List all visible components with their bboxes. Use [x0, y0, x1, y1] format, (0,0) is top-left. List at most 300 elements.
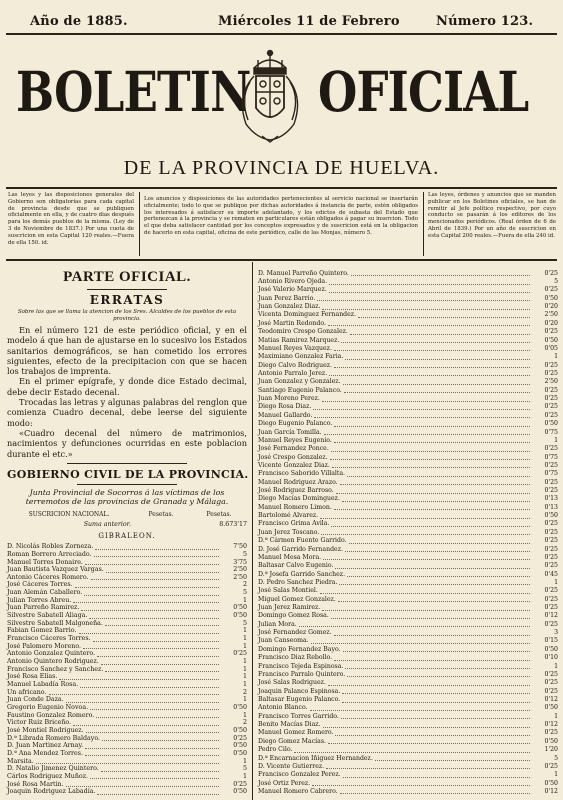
donation-amount: 0'25 [544, 411, 558, 419]
donor-name: Manuel Romero Cabrero. [258, 787, 338, 795]
leader-dots [105, 666, 219, 672]
donor-name: Juan Gonzalez Diaz. [258, 303, 321, 311]
donor-row [7, 566, 247, 574]
donor-name: Antonio Parralo Jerez. [258, 369, 328, 377]
leader-dots [96, 712, 219, 718]
donor-name: Domingo Fernandez Bayo. [258, 645, 341, 653]
donation-amount: 0'50 [544, 420, 558, 428]
leader-dots [342, 697, 530, 703]
donor-name: Manuel Reyes Eugenio. [258, 436, 332, 444]
donor-row [258, 720, 558, 728]
leader-dots [340, 479, 530, 485]
donation-amount: 0'13 [544, 495, 558, 503]
donor-name: Roman Borrero Arreciado. [7, 550, 92, 558]
donation-amount: 5 [242, 619, 247, 627]
leader-dots [85, 750, 219, 756]
donor-row [7, 604, 247, 612]
donation-amount: 5 [242, 550, 247, 558]
donor-row [7, 742, 247, 750]
donor-row [7, 612, 247, 620]
donation-amount: 0'25 [544, 545, 558, 553]
donation-amount: 0'25 [544, 445, 558, 453]
leader-dots [321, 529, 530, 535]
donor-row [258, 771, 558, 779]
donor-row [258, 419, 558, 427]
donor-row [258, 336, 558, 344]
donor-name: Diego Rosa Diaz. [258, 403, 312, 411]
donor-row [7, 773, 247, 781]
donor-row [258, 394, 558, 402]
leader-dots [84, 590, 219, 596]
donor-row [258, 403, 558, 411]
sum-label: Suma anterior. [83, 521, 131, 529]
donor-row [258, 528, 558, 536]
leader-dots [85, 559, 219, 565]
donor-row [258, 670, 558, 678]
donor-row [258, 578, 558, 586]
donation-amount: 1 [554, 578, 558, 586]
donation-amount: 5 [554, 278, 558, 286]
leader-dots [313, 404, 530, 410]
leader-dots [89, 613, 219, 619]
donation-amount: 0'50 [544, 779, 558, 787]
leader-dots [331, 521, 530, 527]
donor-name: Manuel Gomez Romero. [258, 729, 334, 737]
donor-name: Manuel Torres Donaire. [7, 558, 83, 566]
leader-dots [66, 781, 219, 787]
donation-amount: 0'25 [544, 286, 558, 294]
donor-row [258, 662, 558, 670]
donation-amount: 2 [242, 719, 247, 727]
donor-row [258, 286, 558, 294]
leader-dots [36, 758, 219, 764]
donor-row [258, 654, 558, 662]
subscription-label: SUSCRICION NACIONAL. [28, 510, 110, 518]
donor-name: José Fernandez Ponce. [258, 445, 329, 453]
donor-row [258, 277, 558, 285]
donation-amount: 0'25 [233, 734, 247, 742]
donation-amount: 0'25 [544, 762, 558, 770]
donor-name: D.ª Encarnacion Iñiguez Hernandez. [258, 754, 373, 762]
divider [87, 289, 167, 290]
leader-dots [86, 727, 219, 733]
donation-amount: 0'20 [544, 303, 558, 311]
donation-amount: 0'12 [544, 696, 558, 703]
donor-row [258, 745, 558, 753]
donor-row [258, 461, 558, 469]
donor-name: Francisco Sanchez y Sanchez. [7, 665, 104, 673]
donor-row [7, 642, 247, 650]
donor-row [258, 328, 558, 336]
leader-dots [299, 621, 530, 627]
leader-dots [79, 628, 220, 634]
donor-name: D. Manuel Parreño Quintero. [258, 269, 349, 277]
donor-row [7, 627, 247, 635]
leader-dots [335, 563, 530, 569]
right-column [258, 269, 558, 796]
donor-row [7, 596, 247, 604]
donation-amount: 1'20 [544, 746, 558, 754]
donation-amount: 0'25 [544, 528, 558, 536]
leader-dots [49, 689, 220, 695]
leader-dots [330, 454, 530, 460]
donation-amount: 1 [242, 673, 247, 681]
donor-row [7, 681, 247, 689]
donor-name: Juan Parreño Ramirez. [7, 604, 80, 612]
donor-name: Maximiano Gonzalez Faria. [258, 353, 344, 361]
leader-dots [326, 763, 530, 769]
donor-row [7, 558, 247, 566]
donor-row [7, 665, 247, 673]
leader-dots [80, 682, 219, 688]
sum-row [7, 518, 247, 532]
donor-row [258, 603, 558, 611]
leader-dots [340, 788, 530, 794]
leader-dots [73, 720, 219, 726]
donor-row [258, 378, 558, 386]
leader-dots [350, 329, 530, 335]
donation-amount: 2 [242, 581, 247, 589]
donor-name: Francisco Grima Avila. [258, 520, 330, 528]
donation-amount: 1 [242, 757, 247, 765]
leader-dots [97, 789, 219, 795]
donation-amount: 0'50 [233, 788, 247, 796]
masthead-rule [6, 187, 557, 189]
leader-dots [344, 387, 530, 393]
leader-dots [310, 705, 530, 711]
leader-dots [324, 429, 530, 435]
leader-dots [341, 337, 530, 343]
donor-row [7, 573, 247, 581]
donation-amount: 1 [242, 711, 247, 719]
donor-row [258, 637, 558, 645]
leader-dots [314, 412, 530, 418]
donor-row [258, 679, 558, 687]
donor-row [258, 294, 558, 302]
donation-amount: 5 [554, 754, 558, 762]
donor-row [7, 543, 247, 551]
donor-row [258, 595, 558, 603]
donation-amount: 0'25 [544, 620, 558, 628]
donor-row [258, 428, 558, 436]
donation-amount: 0'25 [233, 780, 247, 788]
donation-amount: 0'12 [544, 787, 558, 795]
donor-row [258, 302, 558, 310]
donation-amount: 0'25 [544, 478, 558, 486]
donor-name: Juan Jerez Ramirez. [258, 604, 321, 612]
leader-dots [317, 295, 530, 301]
masthead-left-word: BOLETIN [16, 59, 251, 124]
donation-amount: 1 [242, 642, 247, 650]
donation-amount: 1 [242, 596, 247, 604]
donor-name: Un africano. [7, 688, 47, 696]
donation-amount: 0'50 [544, 294, 558, 302]
donation-amount: 0'15 [544, 637, 558, 645]
donor-name: Manuel Reyes Vazquez. [258, 344, 332, 352]
donor-name: Cárlos Rodriguez Muñoz. [7, 772, 89, 780]
donation-amount: 0'25 [544, 395, 558, 403]
section-title-parte-oficial: PARTE OFICIAL. [63, 269, 191, 285]
donation-amount: 1 [242, 665, 247, 673]
donor-row [7, 734, 247, 742]
donor-row [258, 470, 558, 478]
leader-dots [339, 579, 530, 585]
donor-row [258, 269, 558, 277]
donation-amount: 5 [242, 765, 247, 773]
donor-name: D.ª Ana Mendez Torres. [7, 749, 83, 757]
donor-row [258, 353, 558, 361]
donation-amount: 0'20 [544, 319, 558, 327]
donor-name: Joaquin Rodriguez Labadía. [7, 788, 96, 796]
donation-amount: 0'25 [544, 361, 558, 369]
donation-amount: 0'50 [233, 703, 247, 711]
donor-name: José Rosa Elías. [7, 673, 58, 681]
donation-amount: 1 [242, 681, 247, 688]
donor-name: Juan Perez Barrio. [258, 294, 316, 302]
donor-row [258, 369, 558, 377]
donor-name: José Crespo Gonzalez. [258, 453, 328, 461]
donation-amount: 0'50 [233, 742, 247, 750]
donor-row [258, 478, 558, 486]
donor-name: Francisco Cáceres Torres. [7, 635, 91, 643]
donor-row [258, 545, 558, 553]
donor-name: Juan Jerez Toscano. [258, 528, 320, 536]
donor-name: José Fernandez Gomez. [258, 629, 332, 637]
donor-name: Faustino Gonzalez Romero. [7, 711, 95, 719]
donor-name: Matias Ramirez Marquez. [258, 336, 340, 344]
donation-amount: 0'12 [544, 612, 558, 620]
donation-amount: 0'50 [233, 604, 247, 612]
donor-name: Joaquin Palanco Espinosa. [258, 687, 341, 695]
donor-name: Manuel Labadía Rosa. [7, 681, 79, 688]
donation-amount: 0'25 [544, 369, 558, 377]
donor-row [258, 762, 558, 770]
donor-row [258, 520, 558, 528]
donation-amount: 1 [242, 696, 247, 704]
leader-dots [343, 379, 530, 385]
donation-amount: 0'13 [544, 503, 558, 511]
donor-row [7, 704, 247, 712]
donation-amount: 0'25 [544, 553, 558, 561]
donation-amount: 1 [242, 658, 247, 666]
donation-amount: 3 [554, 629, 558, 637]
notice-divider [423, 192, 424, 256]
donor-name: Juan Canseoma. [258, 637, 309, 645]
province-title: DE LA PROVINCIA DE HUELVA. [123, 157, 440, 179]
donation-amount: 0'50 [233, 726, 247, 734]
donor-name: Francisco Tejeda Espinosa. [258, 662, 344, 670]
donor-row [7, 551, 247, 559]
donation-amount: 1 [554, 712, 558, 720]
donor-row [258, 344, 558, 352]
donation-amount: 2'50 [544, 311, 558, 319]
leader-dots [93, 636, 219, 642]
donor-name: Santiago Eugenio Palanco. [258, 386, 342, 394]
donor-row [258, 486, 558, 494]
donor-row [258, 553, 558, 561]
donation-amount: 1 [554, 353, 558, 361]
section-title-gobierno: GOBIERNO CIVIL DE LA PROVINCIA. [7, 467, 249, 481]
donor-row [258, 436, 558, 444]
donation-amount: 3'75 [233, 558, 247, 566]
leader-dots [101, 659, 219, 665]
notice-divider [139, 192, 140, 256]
donor-row [258, 386, 558, 394]
leader-dots [95, 544, 219, 550]
issue-number: Número 123. [436, 14, 534, 29]
donation-amount: 2'50 [233, 566, 247, 574]
donation-amount: 0'50 [233, 612, 247, 620]
donor-name: Teodomiro Crespo Gonzalez. [258, 328, 348, 336]
donor-name: Diego Eugenio Palanco. [258, 420, 333, 428]
donor-name: José Salas Montiel. [258, 587, 318, 595]
divider [67, 463, 187, 464]
donor-row [258, 628, 558, 636]
leader-dots [320, 513, 530, 519]
leader-dots [322, 396, 530, 402]
donor-name: D.ª Cármen Fuente Garrido. [258, 537, 347, 545]
junta-title: Junta Provincial de Socorros á las víctimas de los terremotos de las provincias de Granada y Málaga. [25, 487, 229, 507]
leader-dots [349, 538, 530, 544]
donor-name: Victor Ruiz Briceño. [7, 719, 72, 727]
donor-row [7, 750, 247, 758]
leader-dots [335, 730, 530, 736]
divider [77, 484, 177, 485]
donation-amount: 1 [554, 771, 558, 779]
donor-name: José Ortiz Perez. [258, 779, 311, 787]
donation-amount: 0'25 [544, 687, 558, 695]
donor-name: Antonio Quintero Rodriguez. [7, 658, 99, 666]
donation-amount: 2 [242, 688, 247, 696]
leader-dots [90, 773, 219, 779]
donation-amount: 0'50 [544, 704, 558, 712]
donor-name: Diego Calvo Rodriguez. [258, 361, 332, 369]
donation-amount: 0'25 [233, 650, 247, 658]
paragraph: Trocadas las letras y algunas palabras del renglon que comienza Cuadro decenal, debe leerse del siguiente modo: [7, 397, 247, 428]
header-rule [6, 33, 557, 35]
donor-row [258, 445, 558, 453]
donor-row [7, 589, 247, 597]
donation-amount: 0'75 [544, 453, 558, 461]
donor-row [7, 650, 247, 658]
leader-dots [334, 362, 530, 368]
donor-name: Bartolomé Alvarez. [258, 512, 319, 520]
donation-amount: 0'50 [544, 336, 558, 344]
leader-dots [334, 630, 530, 636]
donation-amount: 0'75 [544, 428, 558, 436]
donor-name: D. Nicolás Robles Zorneza. [7, 543, 94, 551]
donor-name: Juan Bautista Vazquez Vargas. [7, 566, 104, 574]
leader-dots [322, 304, 530, 310]
donor-list [258, 269, 558, 796]
donation-amount: 7'50 [233, 543, 247, 551]
leader-dots [85, 743, 219, 749]
year-label: Año de 1885. [30, 14, 128, 29]
leader-dots [334, 504, 530, 510]
leader-dots [342, 496, 530, 502]
donor-row [7, 727, 247, 735]
donor-name: José Palomero Moreno. [7, 642, 82, 650]
notice-center: Los anuncios y disposiciones de las autoridades pertenecientes al servicio nacional se insertarán oficialmente; todo lo que se publique por dichas autoridades á instancia de parte, estén obligados los interesados á satisfacer su importe adelantado, y los edictos de subasta del Estado que pertenezcan á la provincia y se rematen en particulares están obligados á pagar su insercion. Todo el que deba satisfacer cantidad por los conceptos expresados y de suscricion está en la obligacion de hacerlo en esta capital, oficina de este periódico, calle de las Monjas, número 5. [144, 196, 418, 236]
erratas-title: ERRATAS [89, 293, 165, 307]
donor-name: Vicente Gonzalez Diaz. [258, 461, 330, 469]
leader-dots [345, 546, 530, 552]
donor-row [7, 581, 247, 589]
donor-name: Juan Alemán Caballero. [7, 589, 83, 597]
donor-row [7, 719, 247, 727]
town-heading: GIBRALEON. [98, 531, 156, 540]
leader-dots [320, 588, 530, 594]
donor-row [258, 737, 558, 745]
leader-dots [345, 354, 530, 360]
donor-row [7, 757, 247, 765]
leader-dots [329, 370, 530, 376]
donation-amount: 0'45 [544, 570, 558, 578]
leader-dots [294, 747, 530, 753]
leader-dots [331, 613, 530, 619]
donor-name: José Salas Rodriguez. [258, 679, 326, 687]
donor-name: Manuel Gallardo. [258, 411, 313, 419]
donor-name: Antonio Cáceres Romero. [7, 573, 89, 581]
donation-amount: 2'50 [233, 573, 247, 581]
donor-name: D.ª Librada Romero Baldayo. [7, 734, 101, 742]
donation-amount: 0'12 [544, 721, 558, 729]
donation-amount: 0'10 [544, 654, 558, 662]
paragraph: En el número 121 de este periódico oficial, y en el modelo á que han de ajustarse en lo sucesivo los Estados sanitarios demográficos, se han cometido los errores siguientes, efecto de la precipitacion con que se hacen los trabajos de imprenta. [7, 325, 247, 377]
donor-name: José Cáceres Torres. [7, 581, 73, 589]
donation-amount: 0'25 [544, 679, 558, 687]
leader-dots [73, 597, 219, 603]
leader-dots [323, 554, 530, 560]
donor-row [258, 712, 558, 720]
leader-dots [97, 651, 219, 657]
donation-amount: 0'25 [544, 729, 558, 737]
leader-dots [332, 462, 530, 468]
donor-name: José Rodriguez Barroso. [258, 487, 334, 495]
donor-name: Antonio Blanco. [258, 704, 308, 712]
donor-name: Julian Torres Abreu. [7, 596, 72, 604]
donor-name: D.ª Josefa Garrido Sanchez. [258, 570, 346, 578]
leader-dots [345, 663, 530, 669]
donor-name: D. Pedro Sanchez Piedra. [258, 578, 338, 586]
leader-dots [91, 574, 219, 580]
donation-amount: 0'25 [544, 562, 558, 570]
donor-name: Silvestre Sabatell Aliaga. [7, 612, 88, 620]
donor-name: Gregorio Eugenio Novoa. [7, 703, 89, 711]
donor-name: Manuel Romero Limon. [258, 503, 332, 511]
leader-dots [334, 437, 530, 443]
leader-dots [341, 713, 530, 719]
leader-dots [75, 582, 219, 588]
donor-name: D. Natalio Jimenez Quintero. [7, 765, 99, 773]
leader-dots [311, 638, 530, 644]
donor-name: Francisco Torres Garrido. [258, 712, 339, 720]
donor-row [7, 658, 247, 666]
donor-row [7, 696, 247, 704]
subscription-header [7, 508, 247, 518]
donor-name: Diego Gomez Macías. [258, 737, 326, 745]
donor-row [258, 453, 558, 461]
donor-row [258, 587, 558, 595]
donation-amount: 0'75 [544, 470, 558, 478]
donation-amount: 0'50 [233, 749, 247, 757]
donor-name: José Montiel Rodriguez. [7, 726, 84, 734]
donor-name: Fabian Gomez Barrio. [7, 627, 77, 635]
donor-row [7, 619, 247, 627]
donor-name: Francisco Parralo Quintero. [258, 670, 346, 678]
leader-dots [331, 446, 530, 452]
donor-name: Manuel Rodriguez Arazo. [258, 478, 338, 486]
